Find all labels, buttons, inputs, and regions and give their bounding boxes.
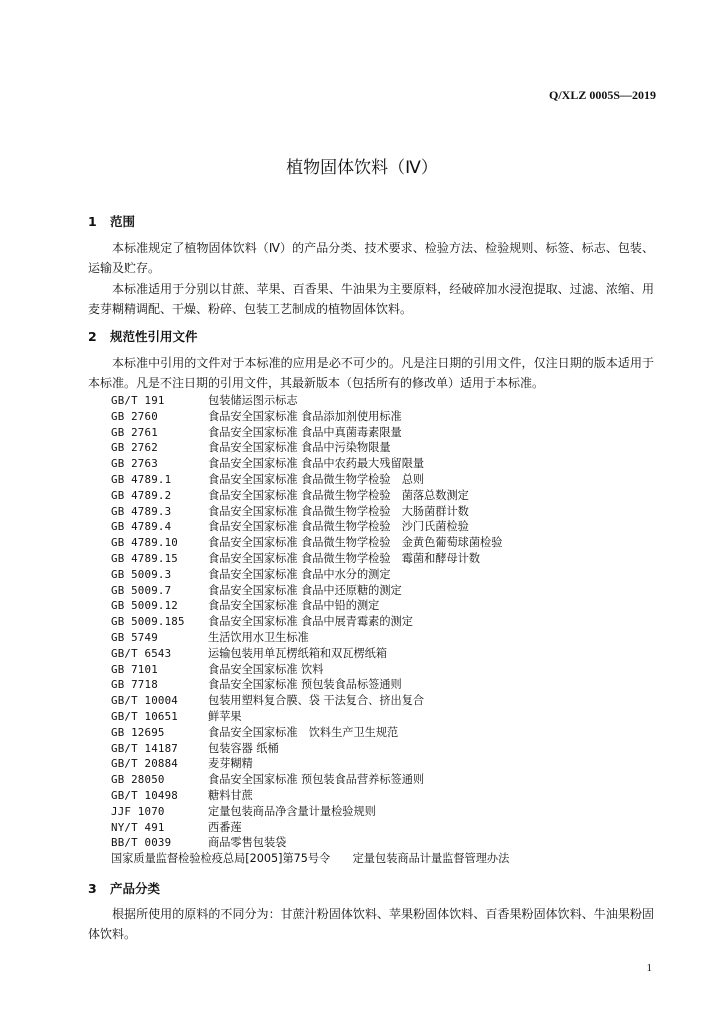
reference-code: GB 7718 xyxy=(111,678,158,692)
reference-title: 食品安全国家标准 食品添加剂使用标准 xyxy=(208,409,402,423)
reference-item xyxy=(111,567,671,583)
section-3-heading xyxy=(88,879,160,897)
reference-code: GB 2763 xyxy=(111,457,158,471)
reference-item xyxy=(111,614,671,630)
reference-item xyxy=(111,677,671,693)
reference-code: GB/T 191 xyxy=(111,394,165,407)
reference-item xyxy=(111,756,671,772)
reference-title: 包装用塑料复合膜、袋 干法复合、挤出复合 xyxy=(208,694,425,708)
reference-title: 包装储运图示标志 xyxy=(208,394,298,407)
reference-item xyxy=(111,504,671,520)
reference-code: GB 7101 xyxy=(111,662,158,676)
reference-item xyxy=(111,741,671,757)
section-number: 3 xyxy=(88,881,97,896)
reference-code: GB 5749 xyxy=(111,630,158,644)
reference-code: GB/T 14187 xyxy=(111,741,179,755)
reference-code: GB 4789.2 xyxy=(111,488,172,502)
reference-code: GB 4789.10 xyxy=(111,536,179,550)
reference-code: GB 4789.1 xyxy=(111,472,172,486)
section-1-paragraph-1: 本标准规定了植物固体饮料（Ⅳ）的产品分类、技术要求、检验方法、检验规则、标签、标志、包装、运输及贮存。 xyxy=(88,241,654,275)
reference-title: 商品零售包装袋 xyxy=(208,836,287,850)
reference-item xyxy=(111,646,671,662)
normative-references-list xyxy=(111,393,671,867)
reference-title: 食品安全国家标准 食品中展青霉素的测定 xyxy=(208,615,413,629)
reference-code: JJF 1070 xyxy=(111,804,165,818)
reference-item xyxy=(111,630,671,646)
reference-title: 食品安全国家标准 食品微生物学检验 菌落总数测定 xyxy=(208,488,469,502)
reference-item xyxy=(111,551,671,567)
reference-item xyxy=(111,662,671,678)
reference-code: GB/T 6543 xyxy=(111,646,172,660)
reference-title: 食品安全国家标准 食品中还原糖的测定 xyxy=(208,583,402,597)
page-number: 1 xyxy=(646,962,652,974)
reference-item xyxy=(111,835,671,851)
section-title: 规范性引用文件 xyxy=(110,329,198,344)
reference-title: 食品安全国家标准 食品微生物学检验 总则 xyxy=(208,472,425,486)
section-number: 1 xyxy=(88,214,97,229)
reference-title: 食品安全国家标准 饮料生产卫生规范 xyxy=(208,725,399,739)
reference-title: 运输包装用单瓦楞纸箱和双瓦楞纸箱 xyxy=(208,646,388,660)
reference-title: 鲜苹果 xyxy=(208,709,242,723)
reference-item xyxy=(111,772,671,788)
reference-title: 食品安全国家标准 食品中污染物限量 xyxy=(208,441,391,455)
reference-title: 食品安全国家标准 预包装食品标签通则 xyxy=(208,678,402,692)
section-2-paragraph-1: 本标准中引用的文件对于本标准的应用是必不可少的。凡是注日期的引用文件，仅注日期的版本适用于本标准。凡是不注日期的引用文件，其最新版本（包括所有的修改单）适用于本标准。 xyxy=(88,356,654,390)
reference-code: GB/T 10004 xyxy=(111,694,179,708)
reference-code: GB 4789.3 xyxy=(111,504,172,518)
section-1-heading xyxy=(88,212,135,230)
reference-item xyxy=(111,440,671,456)
reference-code: GB 2760 xyxy=(111,409,158,423)
reference-title: 糖料甘蔗 xyxy=(208,788,253,802)
reference-code: NY/T 491 xyxy=(111,820,165,834)
section-2-heading xyxy=(88,327,198,345)
reference-item xyxy=(111,598,671,614)
reference-title: 包装容器 纸桶 xyxy=(208,741,279,755)
reference-title: 食品安全国家标准 食品微生物学检验 金黄色葡萄球菌检验 xyxy=(208,536,503,550)
reference-code: GB 4789.15 xyxy=(111,551,179,565)
reference-title: 食品安全国家标准 食品微生物学检验 沙门氏菌检验 xyxy=(208,520,469,534)
reference-item xyxy=(111,709,671,725)
reference-code: GB 28050 xyxy=(111,773,165,787)
reference-code: GB 4789.4 xyxy=(111,520,172,534)
reference-item xyxy=(111,535,671,551)
reference-code: GB 12695 xyxy=(111,725,165,739)
reference-item xyxy=(111,488,671,504)
section-title: 产品分类 xyxy=(110,881,161,896)
reference-title: 生活饮用水卫生标准 xyxy=(208,630,309,644)
reference-title: 食品安全国家标准 食品中农药最大残留限量 xyxy=(208,457,425,471)
reference-code: GB/T 10498 xyxy=(111,788,179,802)
reference-item xyxy=(111,519,671,535)
reference-item xyxy=(111,409,671,425)
reference-item xyxy=(111,788,671,804)
reference-code: BB/T 0039 xyxy=(111,836,172,850)
reference-code: GB 5009.12 xyxy=(111,599,179,613)
reference-item xyxy=(111,456,671,472)
reference-item xyxy=(111,472,671,488)
reference-code: GB 5009.3 xyxy=(111,567,172,581)
reference-title: 食品安全国家标准 饮料 xyxy=(208,662,324,676)
reference-item xyxy=(111,393,671,409)
reference-item-decree: 国家质量监督检验检疫总局[2005]第75号令 定量包装商品计量监督管理办法 xyxy=(111,852,510,866)
reference-title: 麦芽糊精 xyxy=(208,757,253,771)
reference-title: 食品安全国家标准 食品中真菌毒素限量 xyxy=(208,425,402,439)
reference-code: GB/T 10651 xyxy=(111,709,179,723)
reference-title: 西番莲 xyxy=(208,820,242,834)
reference-code: GB 5009.7 xyxy=(111,583,172,597)
reference-code: GB 2761 xyxy=(111,425,158,439)
reference-title: 食品安全国家标准 食品中铅的测定 xyxy=(208,599,380,613)
section-number: 2 xyxy=(88,329,97,344)
reference-title: 食品安全国家标准 食品中水分的测定 xyxy=(208,567,391,581)
reference-item xyxy=(111,820,671,836)
reference-item xyxy=(111,804,671,820)
section-1-paragraph-2: 本标准适用于分别以甘蔗、苹果、百香果、牛油果为主要原料，经破碎加水浸泡提取、过滤、浓缩、用麦芽糊精调配、干燥、粉碎、包装工艺制成的植物固体饮料。 xyxy=(88,282,654,316)
reference-item xyxy=(111,693,671,709)
reference-title: 食品安全国家标准 预包装食品营养标签通则 xyxy=(208,773,425,787)
reference-item xyxy=(111,583,671,599)
reference-code: GB/T 20884 xyxy=(111,757,179,771)
section-title: 范围 xyxy=(110,214,136,229)
standard-code: Q/XLZ 0005S—2019 xyxy=(548,88,656,102)
reference-code: GB 2762 xyxy=(111,441,158,455)
document-title: 植物固体饮料（Ⅳ） xyxy=(286,158,438,178)
reference-item xyxy=(111,725,671,741)
reference-item xyxy=(111,425,671,441)
reference-code: GB 5009.185 xyxy=(111,615,185,629)
section-3-paragraph-1: 根据所使用的原料的不同分为：甘蔗汁粉固体饮料、苹果粉固体饮料、百香果粉固体饮料、牛油果粉固体饮料。 xyxy=(88,907,654,941)
reference-title: 食品安全国家标准 食品微生物学检验 大肠菌群计数 xyxy=(208,504,469,518)
reference-title: 食品安全国家标准 食品微生物学检验 霉菌和酵母计数 xyxy=(208,551,481,565)
reference-title: 定量包装商品净含量计量检验规则 xyxy=(208,804,376,818)
